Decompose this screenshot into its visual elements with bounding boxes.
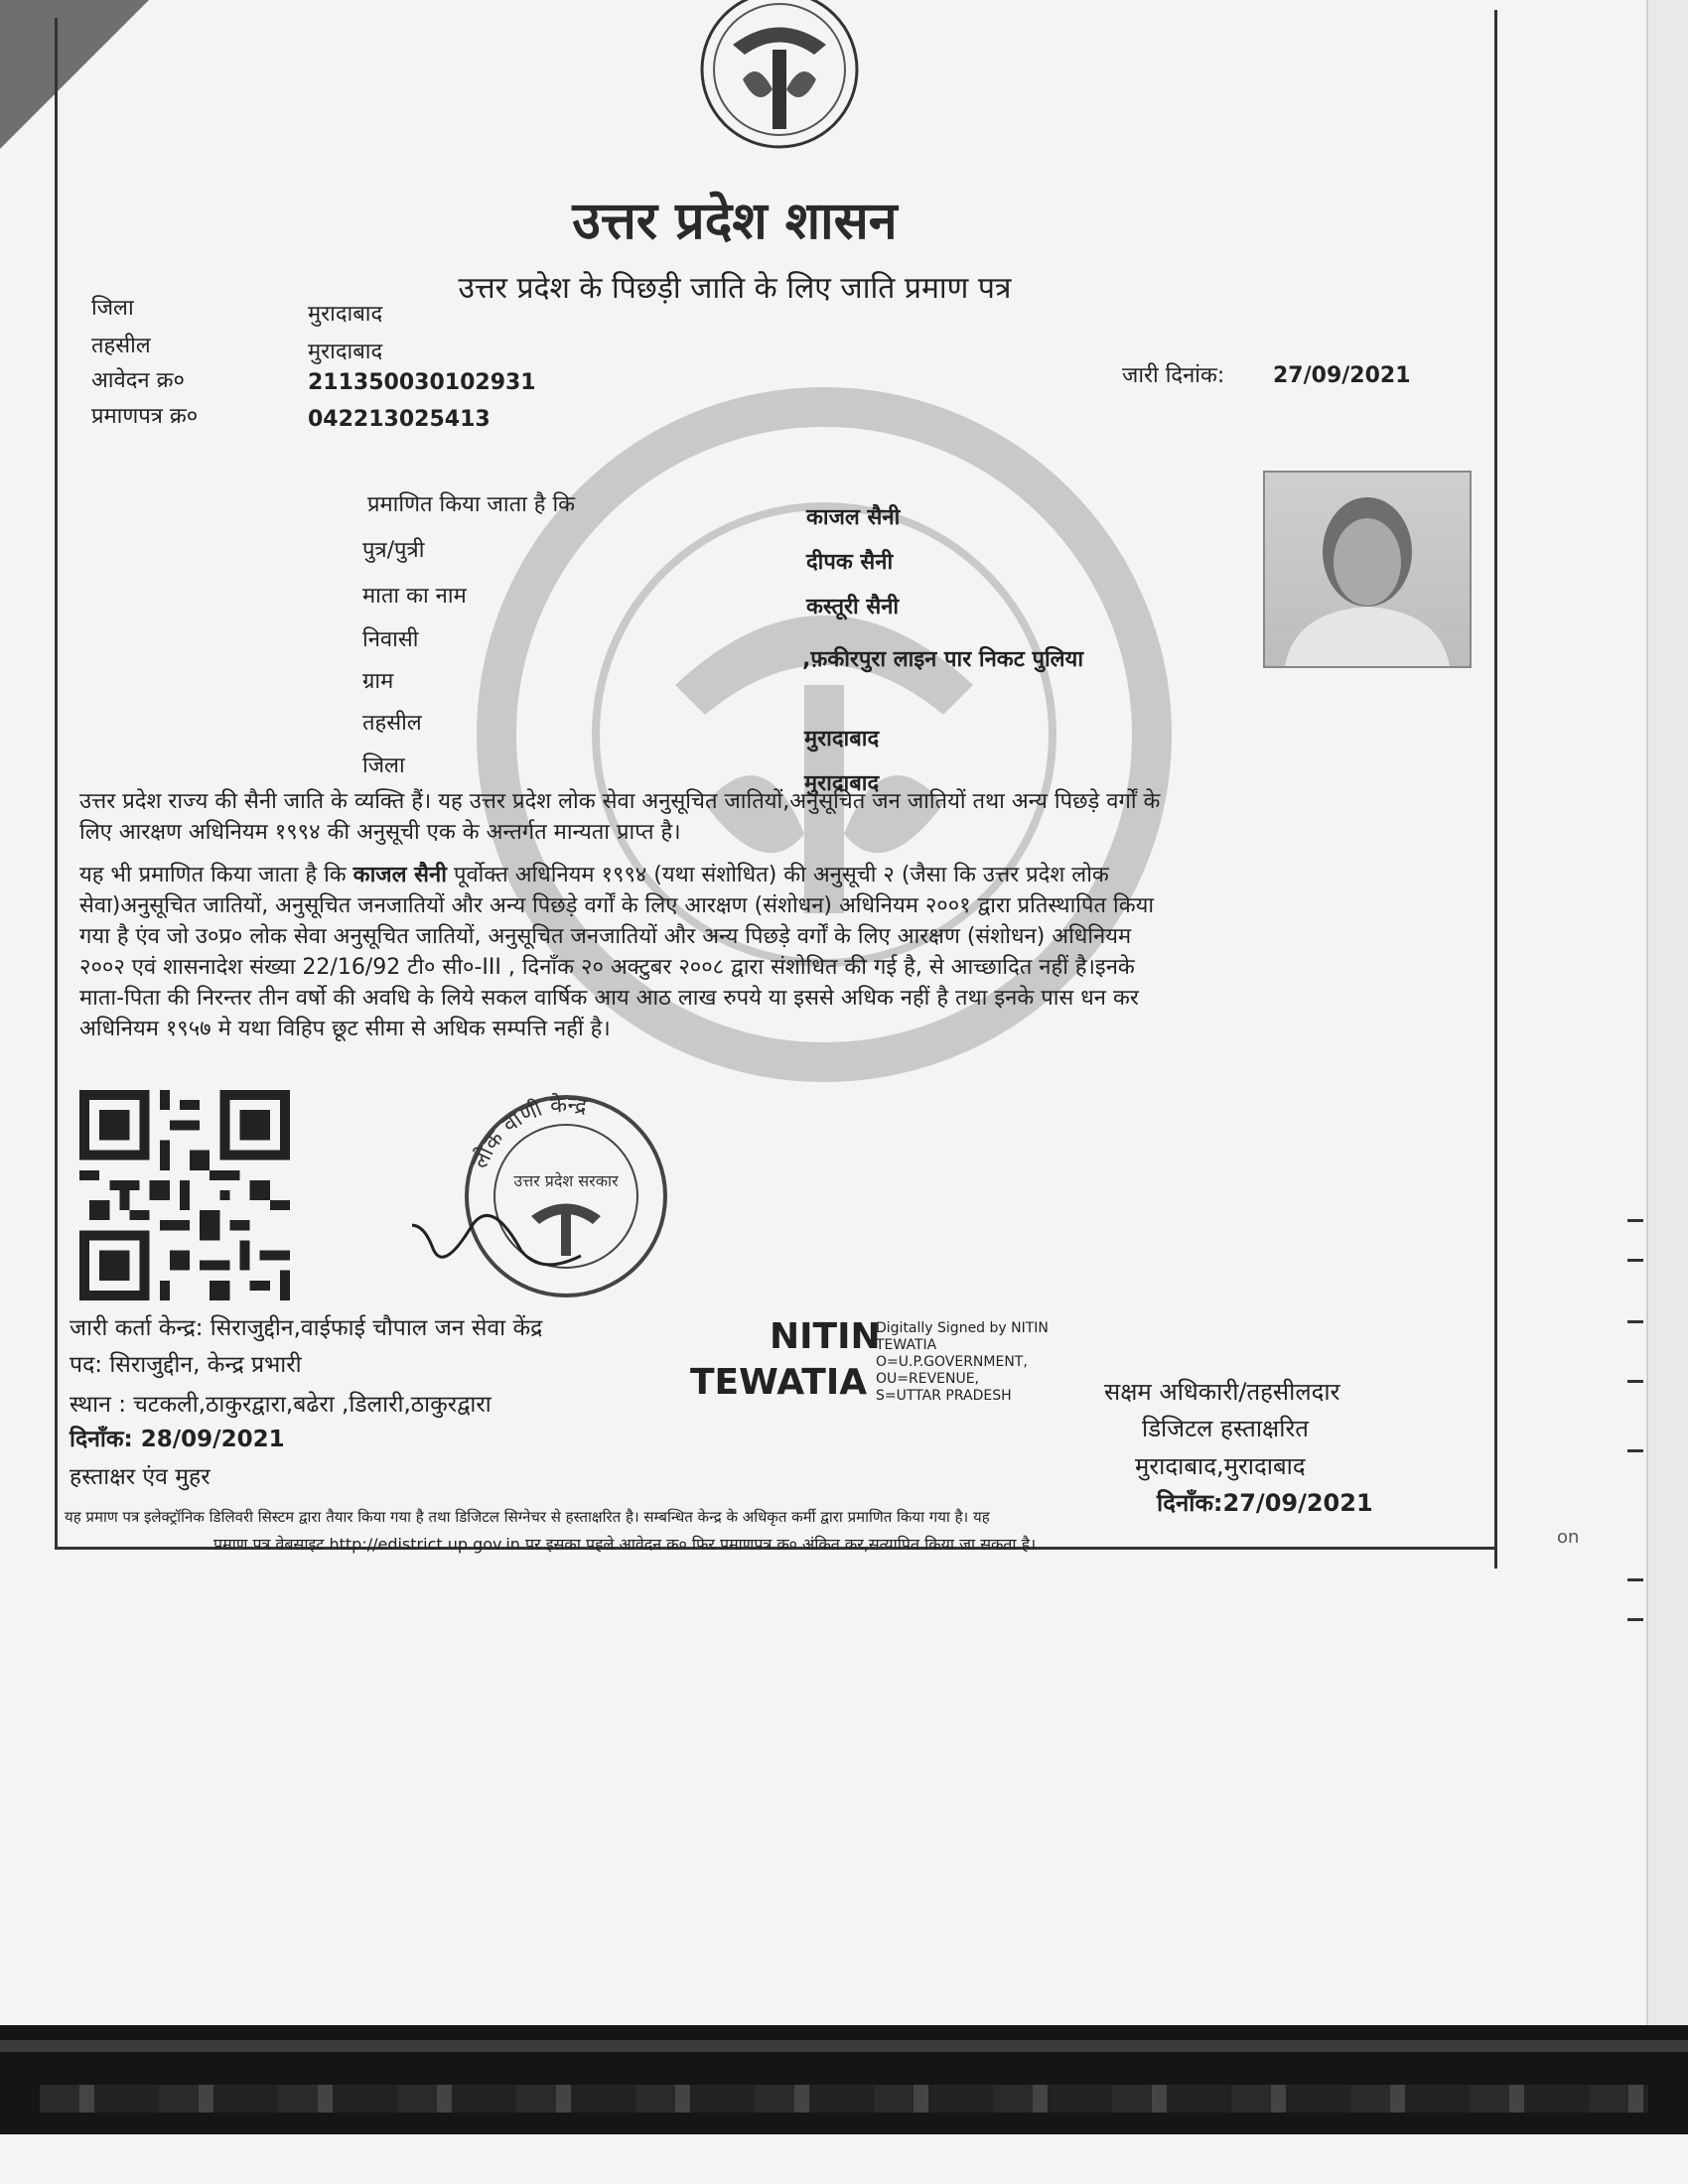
caste-paragraph [79, 786, 1460, 848]
page-title: उत्तर प्रदेश शासन [572, 191, 898, 251]
sign-detail-4: OU=REVENUE, [876, 1371, 980, 1387]
para1-line2: लिए आरक्षण अधिनियम १९९४ की अनुसूची एक के अन्तर्गत मान्यता प्राप्त है। [79, 820, 681, 845]
para2-name: काजल सैनी [352, 863, 447, 887]
scan-mark: on [1557, 1527, 1580, 1548]
resident-label: निवासी [362, 627, 419, 652]
officer-date: दिनाँक:27/09/2021 [1157, 1489, 1373, 1517]
officer-location: मुरादाबाद,मुरादाबाद [1135, 1452, 1306, 1480]
application-number: 211350030102931 [308, 370, 536, 395]
application-label: आवेदन क्र० [91, 368, 185, 393]
district-label: जिला [91, 296, 134, 321]
officer-designation: सक्षम अधिकारी/तहसीलदार [1104, 1378, 1340, 1406]
para2-line4: २००२ एवं शासनादेश संख्या 22/16/92 टी० सी०-III , दिनाँक २० अक्टुबर २००८ द्वारा संशोधित की गई है, से आच्छादित नहीं है।इनके [79, 955, 1135, 980]
issue-date: 27/09/2021 [1273, 363, 1411, 388]
sign-detail-5: S=UTTAR PRADESH [876, 1388, 1012, 1404]
sign-detail-3: O=U.P.GOVERNMENT, [876, 1354, 1028, 1370]
svg-text:लोक वाणी केन्द्र: लोक वाणी केन्द्र [468, 1092, 589, 1173]
para2-line3: गया है एंव जो उ०प्र० लोक सेवा अनुसूचित जातियों, अनुसूचित जनजातियों और अन्य पिछड़े वर्गों के लिए आरक्षण (संशोधन) अधिनियम [79, 924, 1132, 949]
centre-stamp-icon [412, 1077, 720, 1305]
resident-address: ,फ़कीरपुरा लाइन पार निकट पुलिया [802, 647, 1084, 672]
certify-label: प्रमाणित किया जाता है कि [367, 492, 576, 517]
officer-digital-signed: डिजिटल हस्ताक्षरित [1142, 1415, 1309, 1442]
margin-tick [1627, 1449, 1643, 1452]
scanner-edge [1646, 0, 1688, 2025]
margin-tick [1627, 1320, 1643, 1323]
village-label: ग्राम [362, 669, 394, 694]
para2-line6: अधिनियम १९५७ मे यथा विहिप छूट सीमा से अधिक सम्पत्ति नहीं है। [79, 1017, 611, 1041]
issuer-sign-label: हस्ताक्षर एंव मुहर [70, 1464, 211, 1490]
margin-tick [1627, 1380, 1643, 1383]
para2-line2: सेवा)अनुसूचित जातियों, अनुसूचित जनजातियों और अन्य पिछड़े वर्गों के लिए आरक्षण (संशोधन) अधिनियम २००१ द्वारा प्रतिस्थापित किया [79, 893, 1155, 918]
issuer-place: स्थान : चटकली,ठाकुरद्वारा,बढेरा ,डिलारी,ठाकुरद्वारा [70, 1392, 492, 1418]
detail-district-label: जिला [362, 753, 405, 778]
detail-district-value: मुरादाबाद [804, 771, 880, 796]
mother-label: माता का नाम [362, 584, 467, 609]
issue-date-label: जारी दिनांक: [1122, 363, 1225, 388]
certificate-number: 042213025413 [308, 407, 491, 432]
district-value: मुरादाबाद [308, 302, 383, 327]
margin-tick [1627, 1618, 1643, 1621]
tehsil-label: तहसील [91, 334, 151, 358]
margin-tick [1627, 1578, 1643, 1581]
issuer-date: दिनाँक: 28/09/2021 [70, 1427, 285, 1452]
sign-name-2: TEWATIA [690, 1362, 868, 1403]
qr-code-icon [79, 1090, 290, 1300]
sign-detail-2: TEWATIA [876, 1337, 937, 1353]
sign-detail-1: Digitally Signed by NITIN [876, 1320, 1049, 1336]
parent-name: दीपक सैनी [806, 550, 894, 575]
footer-note-line1: यह प्रमाण पत्र इलेक्ट्रॉनिक डिलिवरी सिस्टम द्वारा तैयार किया गया है तथा डिजिटल सिग्नेचर से हस्ताक्षरित है। सम्बन्धित केन्द्र के अधिकृत कर्मी द्वारा प्रमाणित किया गया है। यह [65, 1508, 990, 1526]
issuer-post: पद: सिराजुद्दीन, केन्द्र प्रभारी [70, 1352, 302, 1378]
margin-tick [1627, 1259, 1643, 1262]
para1-line1: उत्तर प्रदेश राज्य की सैनी जाति के व्यक्ति हैं। यह उत्तर प्रदेश लोक सेवा अनुसूचित जातियों,अनुसूचित जन जातियों तथा अन्य पिछड़े वर्गों के [79, 789, 1161, 814]
svg-text:उत्तर प्रदेश सरकार: उत्तर प्रदेश सरकार [513, 1171, 619, 1190]
margin-tick [1627, 1219, 1643, 1222]
parent-label: पुत्र/पुत्री [362, 538, 425, 563]
scanner-bottom-bar [0, 2025, 1688, 2134]
page-subtitle: उत्तर प्रदेश के पिछड़ी जाति के लिए जाति प्रमाण पत्र [458, 271, 1012, 306]
detail-tehsil-value: मुरादाबाद [804, 727, 880, 751]
issuing-centre: जारी कर्ता केन्द्र: सिराजुद्दीन,वाईफाई चौपाल जन सेवा केंद्र [70, 1315, 543, 1341]
mother-name: कस्तूरी सैनी [806, 595, 900, 619]
up-emblem-icon [693, 0, 867, 149]
holder-name: काजल सैनी [806, 505, 901, 530]
detail-tehsil-label: तहसील [362, 711, 422, 736]
sign-name-1: NITIN [770, 1316, 881, 1357]
applicant-photo [1263, 471, 1472, 668]
income-paragraph [79, 860, 1460, 1044]
certificate-label: प्रमाणपत्र क्र० [91, 404, 199, 429]
para2-line1: यह भी प्रमाणित किया जाता है कि काजल सैनी पूर्वोक्त अधिनियम १९९४ (यथा संशोधित) की अनुसूची २ (जैसा कि उत्तर प्रदेश लोक [79, 863, 1109, 887]
tehsil-value: मुरादाबाद [308, 340, 383, 364]
footer-note-line2: प्रमाण पत्र वेबसाइट http://edistrict.up.gov.in पर इसका पहले आवेदन क्र० फिर प्रमाणपत्र क्र० अंकित कर,सत्यापित किया जा सकता है। [213, 1535, 1037, 1554]
para2-line5: माता-पिता की निरन्तर तीन वर्षो की अवधि के लिये सकल वार्षिक आय आठ लाख रुपये या इससे अधिक नहीं है तथा इनके पास धन कर [79, 986, 1139, 1011]
